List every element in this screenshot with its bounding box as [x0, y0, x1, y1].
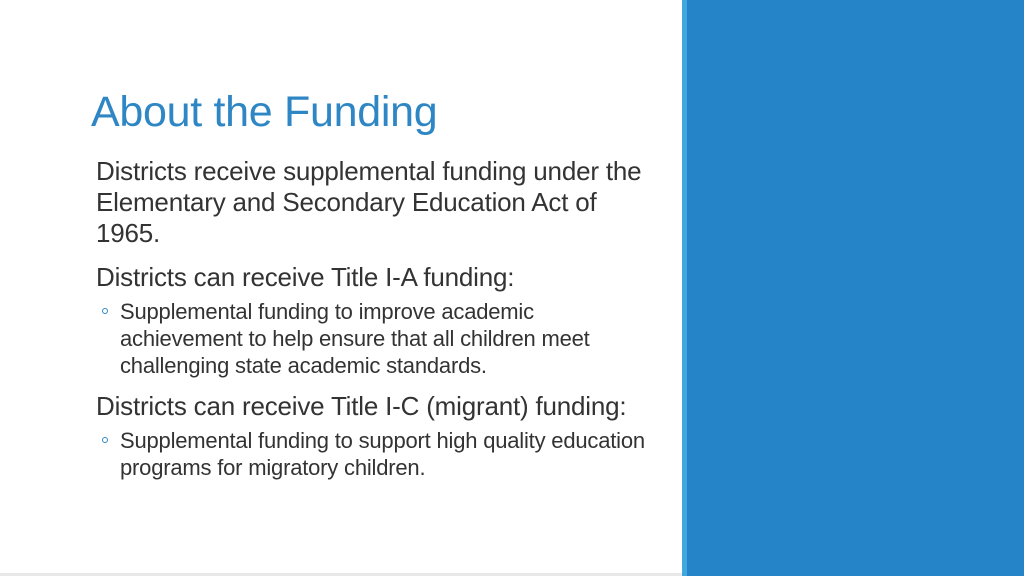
- slide-body: [96, 156, 656, 481]
- list-item: [96, 298, 656, 379]
- body-paragraph-title-1a: Districts can receive Title I-A funding:: [96, 262, 515, 292]
- circle-bullet-icon: [102, 308, 108, 314]
- side-color-panel: [687, 0, 1024, 576]
- body-paragraph-title-1c: Districts can receive Title I-C (migrant) funding:: [96, 391, 627, 421]
- title-1c-bullet-list: [96, 427, 656, 481]
- list-item: [96, 427, 656, 481]
- bullet-text-title-1a: Supplemental funding to improve academic achievement to help ensure that all children meet challenging state academic standards.: [120, 299, 590, 378]
- bullet-text-title-1c: Supplemental funding to support high quality education programs for migratory children.: [120, 428, 645, 480]
- slide-title: About the Funding: [91, 88, 438, 136]
- title-1a-bullet-list: [96, 298, 656, 379]
- body-paragraph-esea: Districts receive supplemental funding under the Elementary and Secondary Education Act of 1965.: [96, 156, 642, 248]
- circle-bullet-icon: [102, 437, 108, 443]
